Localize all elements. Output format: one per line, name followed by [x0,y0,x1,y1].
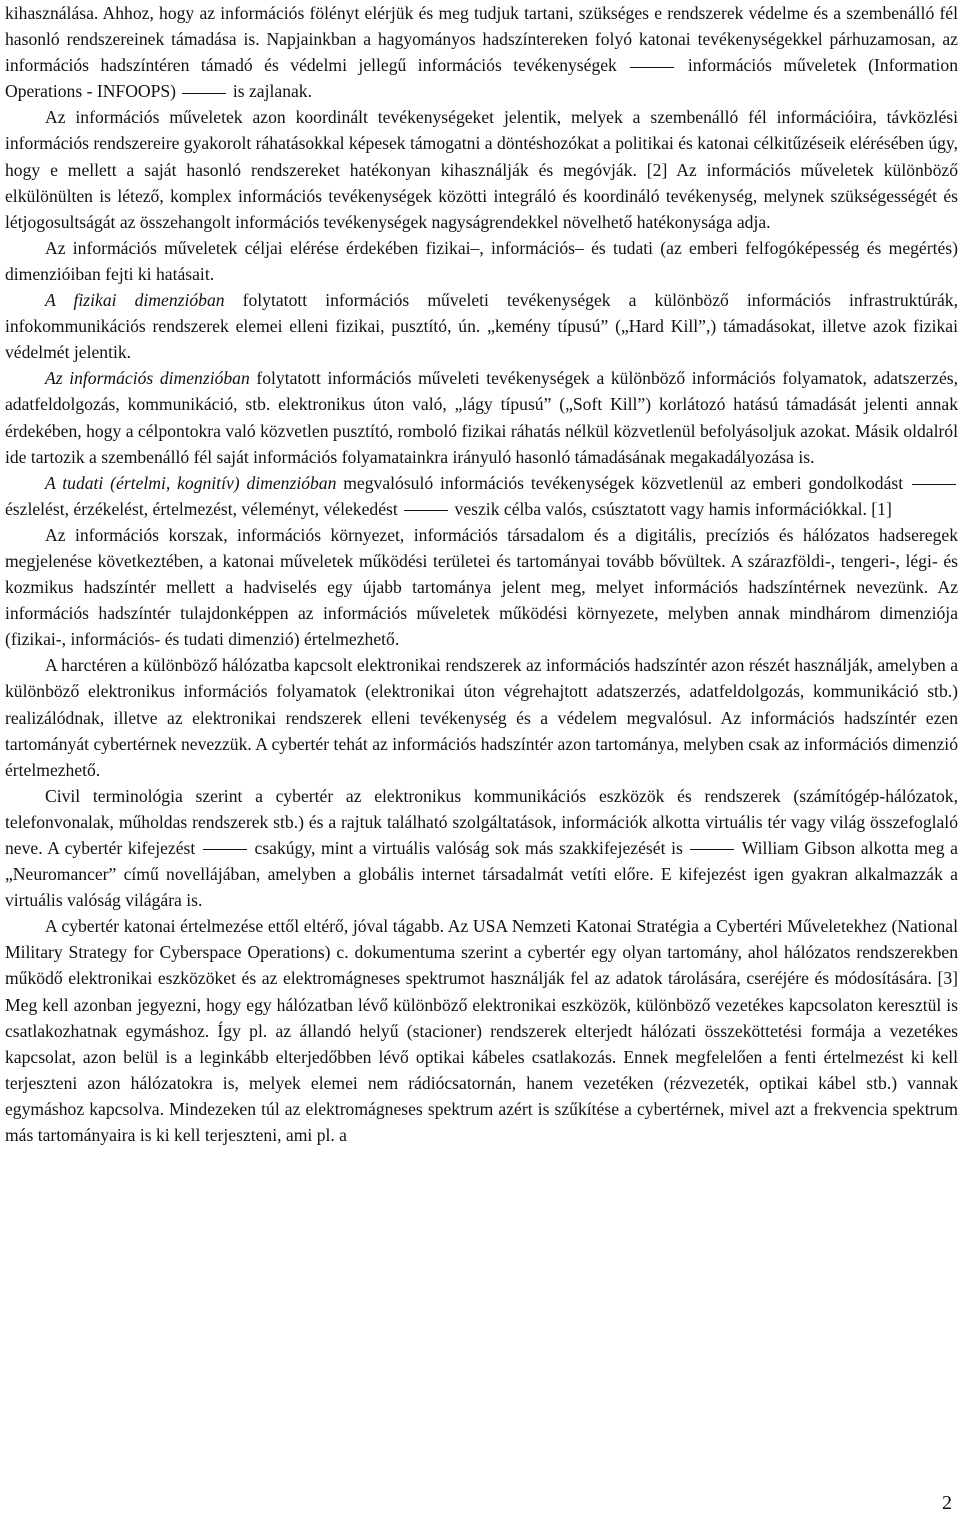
paragraph-2: Az információs műveletek azon koordinált tevékenységeket jelentik, melyek a szembenálló fél információira, távközlési információs rendszereire gyakorolt ráhatásokkal képesek támogatni a döntéshozókat a politikai és katonai célkitűzéseik elérésében úgy, hogy e mellett a saját hasonló rendszereket hatékonyan kihasználják és megóvják. [2] Az információs műveletek különböző elkülönülten is létező, komplex információs tevékenységek közötti integráló és koordináló tevékenység, melynek szükségességét és létjogosultságát az összehangolt információs tevékenységek nagyságrendekkel növelhető hatékonysága adja. [5,107,958,232]
paragraph-10: A cybertér katonai értelmezése ettől eltérő, jóval tágabb. Az USA Nemzeti Katonai Stratégia a Cybertéri Műveletekhez (National Military Strategy for Cyberspace Operations) c. dokumentuma szerint a cybertér egy olyan tartomány, ahol hálózatos rendszerekben működő elektronikai eszközöket és az elektromágneses spektrumot használják fel az adatok tárolására, cseréjére és módosítására. [3] Meg kell azonban jegyezni, hogy egy hálózatban lévő különböző elektronikai eszközök, különböző vezetékes kapcsolaton keresztül is csatlakozhatnak egymáshoz. Így pl. az állandó helyű (stacioner) rendszerek elterjedt hálózati összeköttetési formája a vezetékes kapcsolat, azon belül is a leginkább elterjedőbben lévő optikai kábeles csatlakozás. Ennek megfelelően a fenti értelmezést ki kell terjeszteni azon hálózatokra is, melyek elemei nem rádiócsatornán, hanem vezetéken (rézvezeték, optikai kábel stb.) vannak egymáshoz kapcsolva. Mindezeken túl az elektromágneses spektrum azért is szűkítése a cybertérnek, mivel azt a frekvencia spektrum más tartományaira is ki kell terjeszteni, ami pl. a [5,916,958,1146]
italic-term: Az információs dimenzióban [45,368,250,389]
em-dash [690,849,734,850]
em-dash [912,484,956,485]
paragraph-5: Az információs dimenzióban folytatott információs műveleti tevékenységek a különböző információs folyamatok, adatszerzés, adatfeldolgozás, kommunikáció, stb. elektronikus úton való, „lágy típusú” („Soft Kill”) korlátozó hatású támadását jelenti annak érdekében, hogy a célpontokra való közvetlen pusztító, romboló fizikai ráhatás nélkül közvetlenül befolyásoljuk azokat. Másik oldalról ide tartozik a szembenálló fél saját információs folyamatainkra irányuló hasonló támadásának megakadályozása is. [5,368,958,467]
paragraph-9: Civil terminológia szerint a cybertér az elektronikus kommunikációs eszközök és rendszerek (számítógép-hálózatok, telefonvonalak, műholdas rendszerek stb.) és a rajtuk található szolgáltatások, információk alkotta virtuális tér vagy világ összefoglaló neve. A cybertér kifejezést csakúgy, mint a virtuális valóság sok más szakkifejezését is William Gibson alkotta meg a „Neuromancer” című novellájában, amelyben a globális internet társadalmát vetíti előre. E kifejezést igen gyakran alkalmazzák a virtuális valóság világára is. [5,785,958,911]
em-dash [404,510,448,511]
paragraph-6: A tudati (értelmi, kognitív) dimenzióban megvalósuló információs tevékenységek közvetlenül az emberi gondolkodást észlelést, érzékelést, értelmezést, véleményt, vélekedést veszik célba valós, csúsztatott vagy hamis információkkal. [1] [5,470,958,522]
paragraph-8: A harctéren a különböző hálózatba kapcsolt elektronikai rendszerek az információs hadszíntér azon részét használják, amelyben a különböző elektronikus információs folyamatok (elektronikai úton végrehajtott adatszerzés, adatfeldolgozás, kommunikáció stb.) realizálódnak, illetve az elektronikai rendszerek elleni tevékenység és a védelem megvalósul. Az információs hadszíntér ezen tartományát cybertérnek nevezzük. A cybertér tehát az információs hadszíntér azon tartománya, melyben csak az információs dimenzió értelmezhető. [5,655,958,780]
paragraph-3: Az információs műveletek céljai elérése érdekében fizikai–, információs– és tudati (az emberi felfogóképesség és megértés) dimenzióiban fejti ki hatásait. [5,237,958,284]
paragraph-7: Az információs korszak, információs környezet, információs társadalom és a digitális, precíziós és hálózatos hadseregek megjelenése következtében, a katonai műveletek működési területei és tartományai tovább bővültek. A szárazföldi-, tengeri-, légi- és kozmikus hadszíntér mellett a hadviselés egy újabb tartománya jelent meg, melyet információs hadszíntérnek nevezünk. Az információs hadszíntér tulajdonképpen az információs műveletek működési környezete, melyben annak mindhárom dimenziója (fizikai-, információs- és tudati dimenzió) értelmezhető. [5,524,958,650]
italic-term: A tudati (értelmi, kognitív) dimenzióban [45,472,337,493]
em-dash [203,849,247,850]
paragraph-4: A fizikai dimenzióban folytatott információs műveleti tevékenységek a különböző információs infrastruktúrák, infokommunikációs rendszerek elemei elleni fizikai, pusztító, ún. „kemény típusú” („Hard Kill”,) támadásokat, illetve azok fizikai védelmét jelentik. [5,290,958,363]
document-body [5,0,958,1148]
em-dash [630,67,674,68]
paragraph-1: kihasználása. Ahhoz, hogy az információs fölényt elérjük és meg tudjuk tartani, szükséges e rendszerek védelme és a szembenálló fél hasonló rendszereinek támadása is. Napjainkban a hagyományos hadszíntereken folyó katonai tevékenységekkel párhuzamosan, az információs hadszíntéren támadó és védelmi jellegű információs tevékenységek információs műveletek (Information Operations - INFOOPS) is zajlanak. [5,3,958,102]
em-dash [182,93,226,94]
page-number: 2 [942,1492,952,1514]
italic-term: A fizikai dimenzióban [45,290,225,311]
